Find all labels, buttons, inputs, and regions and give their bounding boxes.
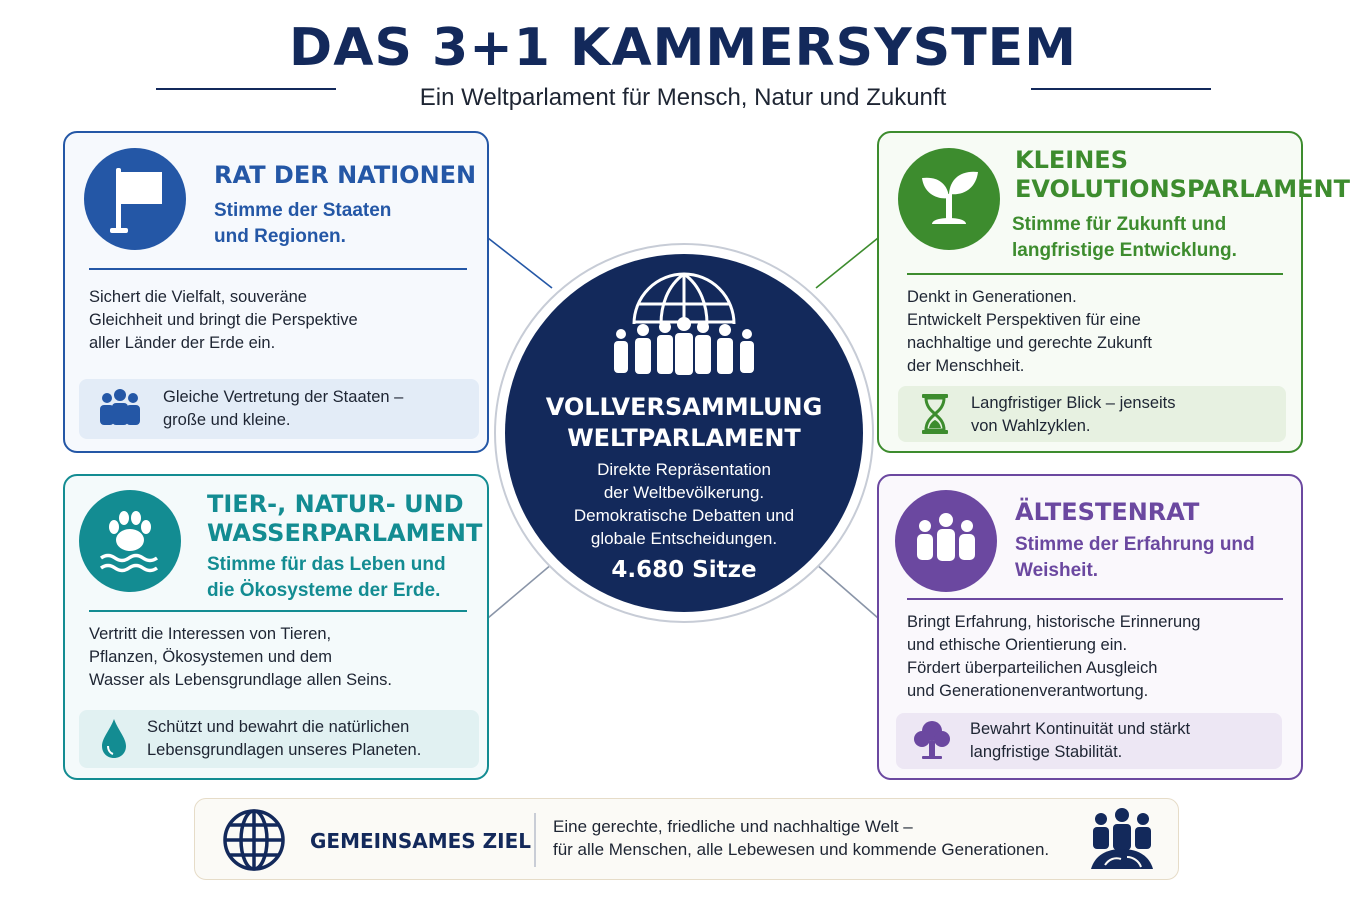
nations-note <box>79 379 479 439</box>
page-subtitle: Ein Weltparlament für Mensch, Natur und Zukunft <box>419 84 947 111</box>
evolution-divider <box>907 273 1283 275</box>
tree-icon <box>912 719 952 761</box>
elders-group-icon <box>895 490 997 592</box>
assembly-description: Direkte Repräsentation der Weltbevölkerung. Demokratische Debatten und globale Entscheidungen. <box>573 460 795 548</box>
nations-subtitle: Stimme der Staaten und Regionen. <box>214 200 392 247</box>
page-title: DAS 3+1 KAMMERSYSTEM <box>289 18 1077 78</box>
elders-note-text: Bewahrt Kontinuität und stärkt langfristige Stabilität. <box>970 720 1191 761</box>
footer-separator <box>534 813 536 867</box>
footer-text: Eine gerechte, friedliche und nachhaltige Welt – für alle Menschen, alle Lebewesen und kommende Generationen. <box>553 817 1050 859</box>
nature-title: TIER-, NATUR- UND WASSERPARLAMENT <box>207 490 483 547</box>
nature-note <box>79 710 479 768</box>
assembly-title: VOLLVERSAMMLUNG WELTPARLAMENT <box>545 393 823 452</box>
nature-subtitle: Stimme für das Leben und die Ökosysteme der Erde. <box>207 554 446 601</box>
evolution-note-text: Langfristiger Blick – jenseits von Wahlzyklen. <box>971 394 1176 435</box>
card-nations <box>63 131 489 453</box>
nations-divider <box>89 268 467 270</box>
water-drop-icon <box>99 718 129 760</box>
elders-note <box>896 713 1282 769</box>
nations-note-text: Gleiche Vertretung der Staaten – große und kleine. <box>163 388 404 429</box>
evolution-note <box>898 386 1286 442</box>
center-assembly <box>505 254 863 612</box>
assembly-seats: 4.680 Sitze <box>611 557 757 583</box>
nature-note-text: Schützt und bewahrt die natürlichen Lebensgrundlagen unseres Planeten. <box>147 718 422 759</box>
globe-icon <box>221 807 287 873</box>
card-nature <box>63 474 489 780</box>
evolution-title: KLEINES EVOLUTIONSPARLAMENT <box>1015 146 1350 203</box>
elders-body: Bringt Erfahrung, historische Erinnerung und ethische Orientierung ein. Fördert überparteilichen Ausgleich und Generationenverantwortung. <box>907 613 1201 700</box>
hourglass-icon <box>920 393 950 435</box>
card-elders <box>877 474 1303 780</box>
nations-body: Sichert die Vielfalt, souveräne Gleichheit und bringt die Perspektive aller Länder der Erde ein. <box>89 288 358 352</box>
elders-subtitle: Stimme der Erfahrung und Weisheit. <box>1015 534 1255 581</box>
elders-divider <box>907 598 1283 600</box>
nature-divider <box>89 610 467 612</box>
footer-label: GEMEINSAMES ZIEL <box>310 829 531 853</box>
people-on-globe-icon <box>1087 807 1157 873</box>
card-evolution <box>877 131 1350 453</box>
footer-goal <box>194 798 1179 880</box>
evolution-subtitle: Stimme für Zukunft und langfristige Entwicklung. <box>1012 214 1237 261</box>
people-group-icon <box>95 389 145 429</box>
nature-body: Vertritt die Interessen von Tieren, Pflanzen, Ökosystemen und dem Wasser als Lebensgrundlage allen Seins. <box>89 625 392 689</box>
paw-water-icon <box>79 490 181 592</box>
elders-title: ÄLTESTENRAT <box>1015 498 1200 526</box>
sprout-icon <box>898 148 1000 250</box>
nations-title: RAT DER NATIONEN <box>214 161 477 189</box>
evolution-body: Denkt in Generationen. Entwickelt Perspektiven für eine nachhaltige und gerechte Zukunft der Menschheit. <box>907 288 1152 375</box>
globe-people-icon <box>599 266 769 382</box>
flag-icon <box>84 148 186 250</box>
connector-evolution <box>816 238 878 288</box>
connector-nations <box>488 238 552 288</box>
